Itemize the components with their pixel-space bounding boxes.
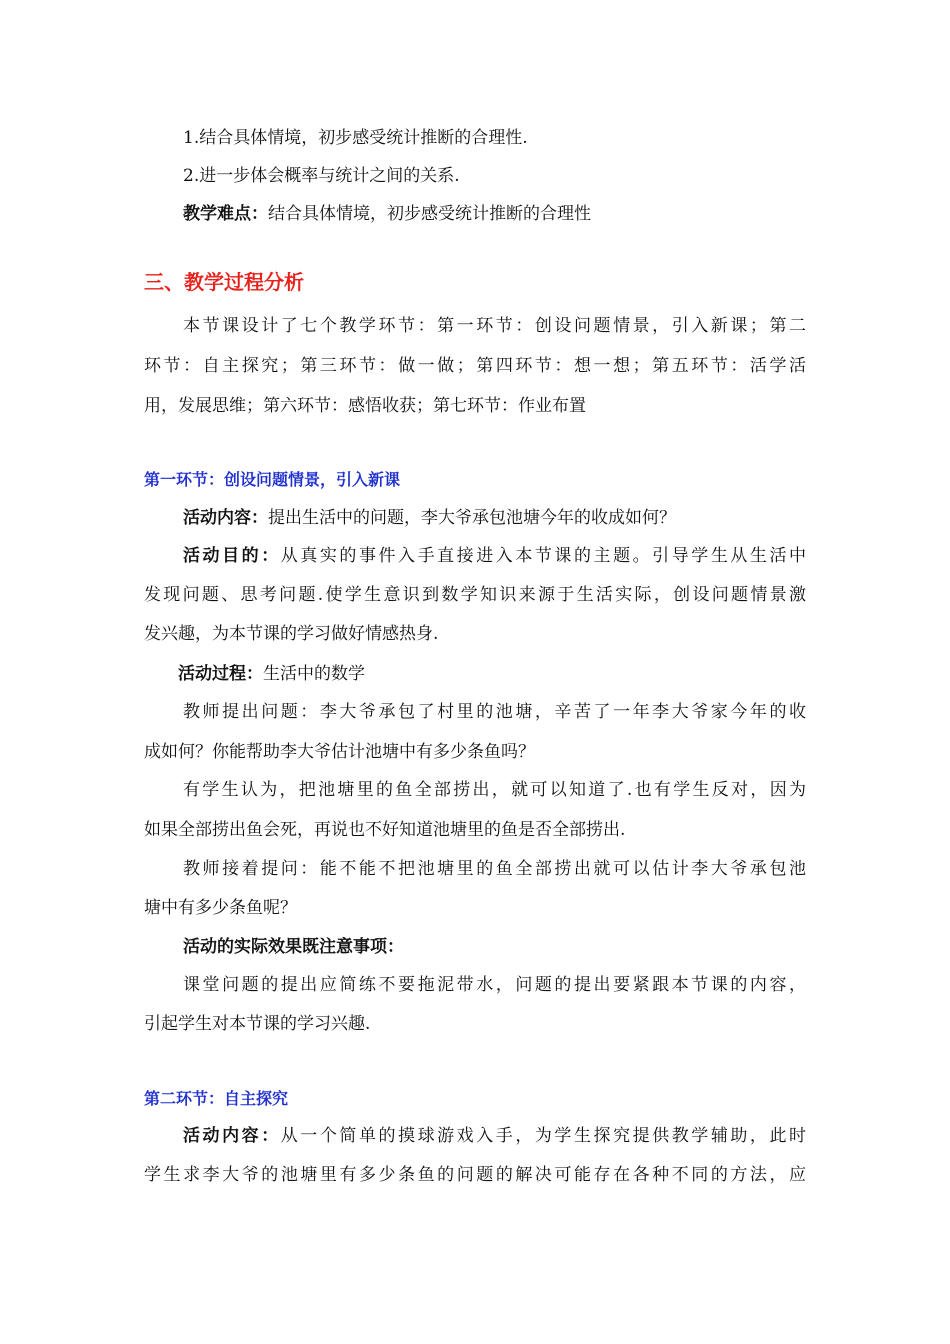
stage1-heading: 第一环节：创设问题情景，引入新课 — [144, 470, 401, 489]
stage1-process-label: 活动过程： — [178, 664, 263, 684]
stage1-teacher-question-line-2: 成如何？你能帮助李大爷估计池塘中有多少条鱼吗？ — [144, 742, 535, 762]
intro-line-1: 本节课设计了七个教学环节：第一环节：创设问题情景，引入新课；第二 — [183, 316, 806, 336]
objective-item-1: 1.结合具体情境，初步感受统计推断的合理性. — [183, 128, 528, 148]
stage1-purpose-line-1: 从真实的事件入手直接进入本节课的主题。引导学生从生活中 — [280, 546, 806, 566]
stage1-student-line-1: 有学生认为，把池塘里的鱼全部捞出，就可以知道了.也有学生反对，因为 — [183, 780, 806, 800]
intro-line-2: 环节：自主探究；第三环节：做一做；第四环节：想一想；第五环节：活学活 — [144, 356, 806, 376]
difficulty-text: 结合具体情境，初步感受统计推断的合理性 — [268, 204, 591, 224]
stage1-process-text: 生活中的数学 — [263, 664, 365, 684]
stage1-student-line-2: 如果全部捞出鱼会死，再说也不好知道池塘里的鱼是否全部捞出. — [144, 820, 626, 840]
teaching-difficulty — [183, 202, 806, 226]
stage2-activity-content — [183, 1124, 806, 1148]
stage2-content-line-1: 从一个简单的摸球游戏入手，为学生探究提供教学辅助，此时 — [280, 1126, 806, 1146]
stage1-activity-purpose — [183, 544, 806, 568]
intro-line-3: 用，发展思维；第六环节：感悟收获；第七环节：作业布置 — [144, 396, 586, 416]
stage1-teacher-question-line-1: 教师提出问题：李大爷承包了村里的池塘，辛苦了一年李大爷家今年的收 — [183, 702, 806, 722]
stage1-content-text: 提出生活中的问题，李大爷承包池塘今年的收成如何？ — [268, 508, 676, 528]
objective-item-2: 2.进一步体会概率与统计之间的关系. — [183, 166, 460, 186]
stage1-purpose-label: 活动目的： — [183, 546, 281, 566]
stage1-teacher-followup-line-2: 塘中有多少条鱼呢？ — [144, 898, 297, 918]
stage2-content-label: 活动内容： — [183, 1126, 281, 1146]
stage1-teacher-followup-line-1: 教师接着提问：能不能不把池塘里的鱼全部捞出就可以估计李大爷承包池 — [183, 859, 806, 879]
stage2-heading: 第二环节：自主探究 — [144, 1089, 289, 1108]
stage1-activity-content — [183, 506, 806, 530]
stage1-purpose-line-2: 发现问题、思考问题.使学生意识到数学知识来源于生活实际，创设问题情景激 — [144, 585, 806, 605]
stage1-effect-label: 活动的实际效果既注意事项： — [183, 937, 404, 957]
stage1-effect-line-1: 课堂问题的提出应简练不要拖泥带水，问题的提出要紧跟本节课的内容， — [183, 975, 806, 995]
stage1-purpose-line-3: 发兴趣，为本节课的学习做好情感热身. — [144, 624, 439, 644]
stage1-content-label: 活动内容： — [183, 508, 268, 528]
stage2-content-line-2: 学生求李大爷的池塘里有多少条鱼的问题的解决可能存在各种不同的方法，应 — [144, 1165, 806, 1185]
stage1-effect-line-2: 引起学生对本节课的学习兴趣. — [144, 1014, 371, 1034]
difficulty-label: 教学难点： — [183, 204, 268, 224]
section-heading-teaching-process: 三、教学过程分析 — [144, 270, 304, 294]
stage1-activity-process — [178, 662, 806, 686]
